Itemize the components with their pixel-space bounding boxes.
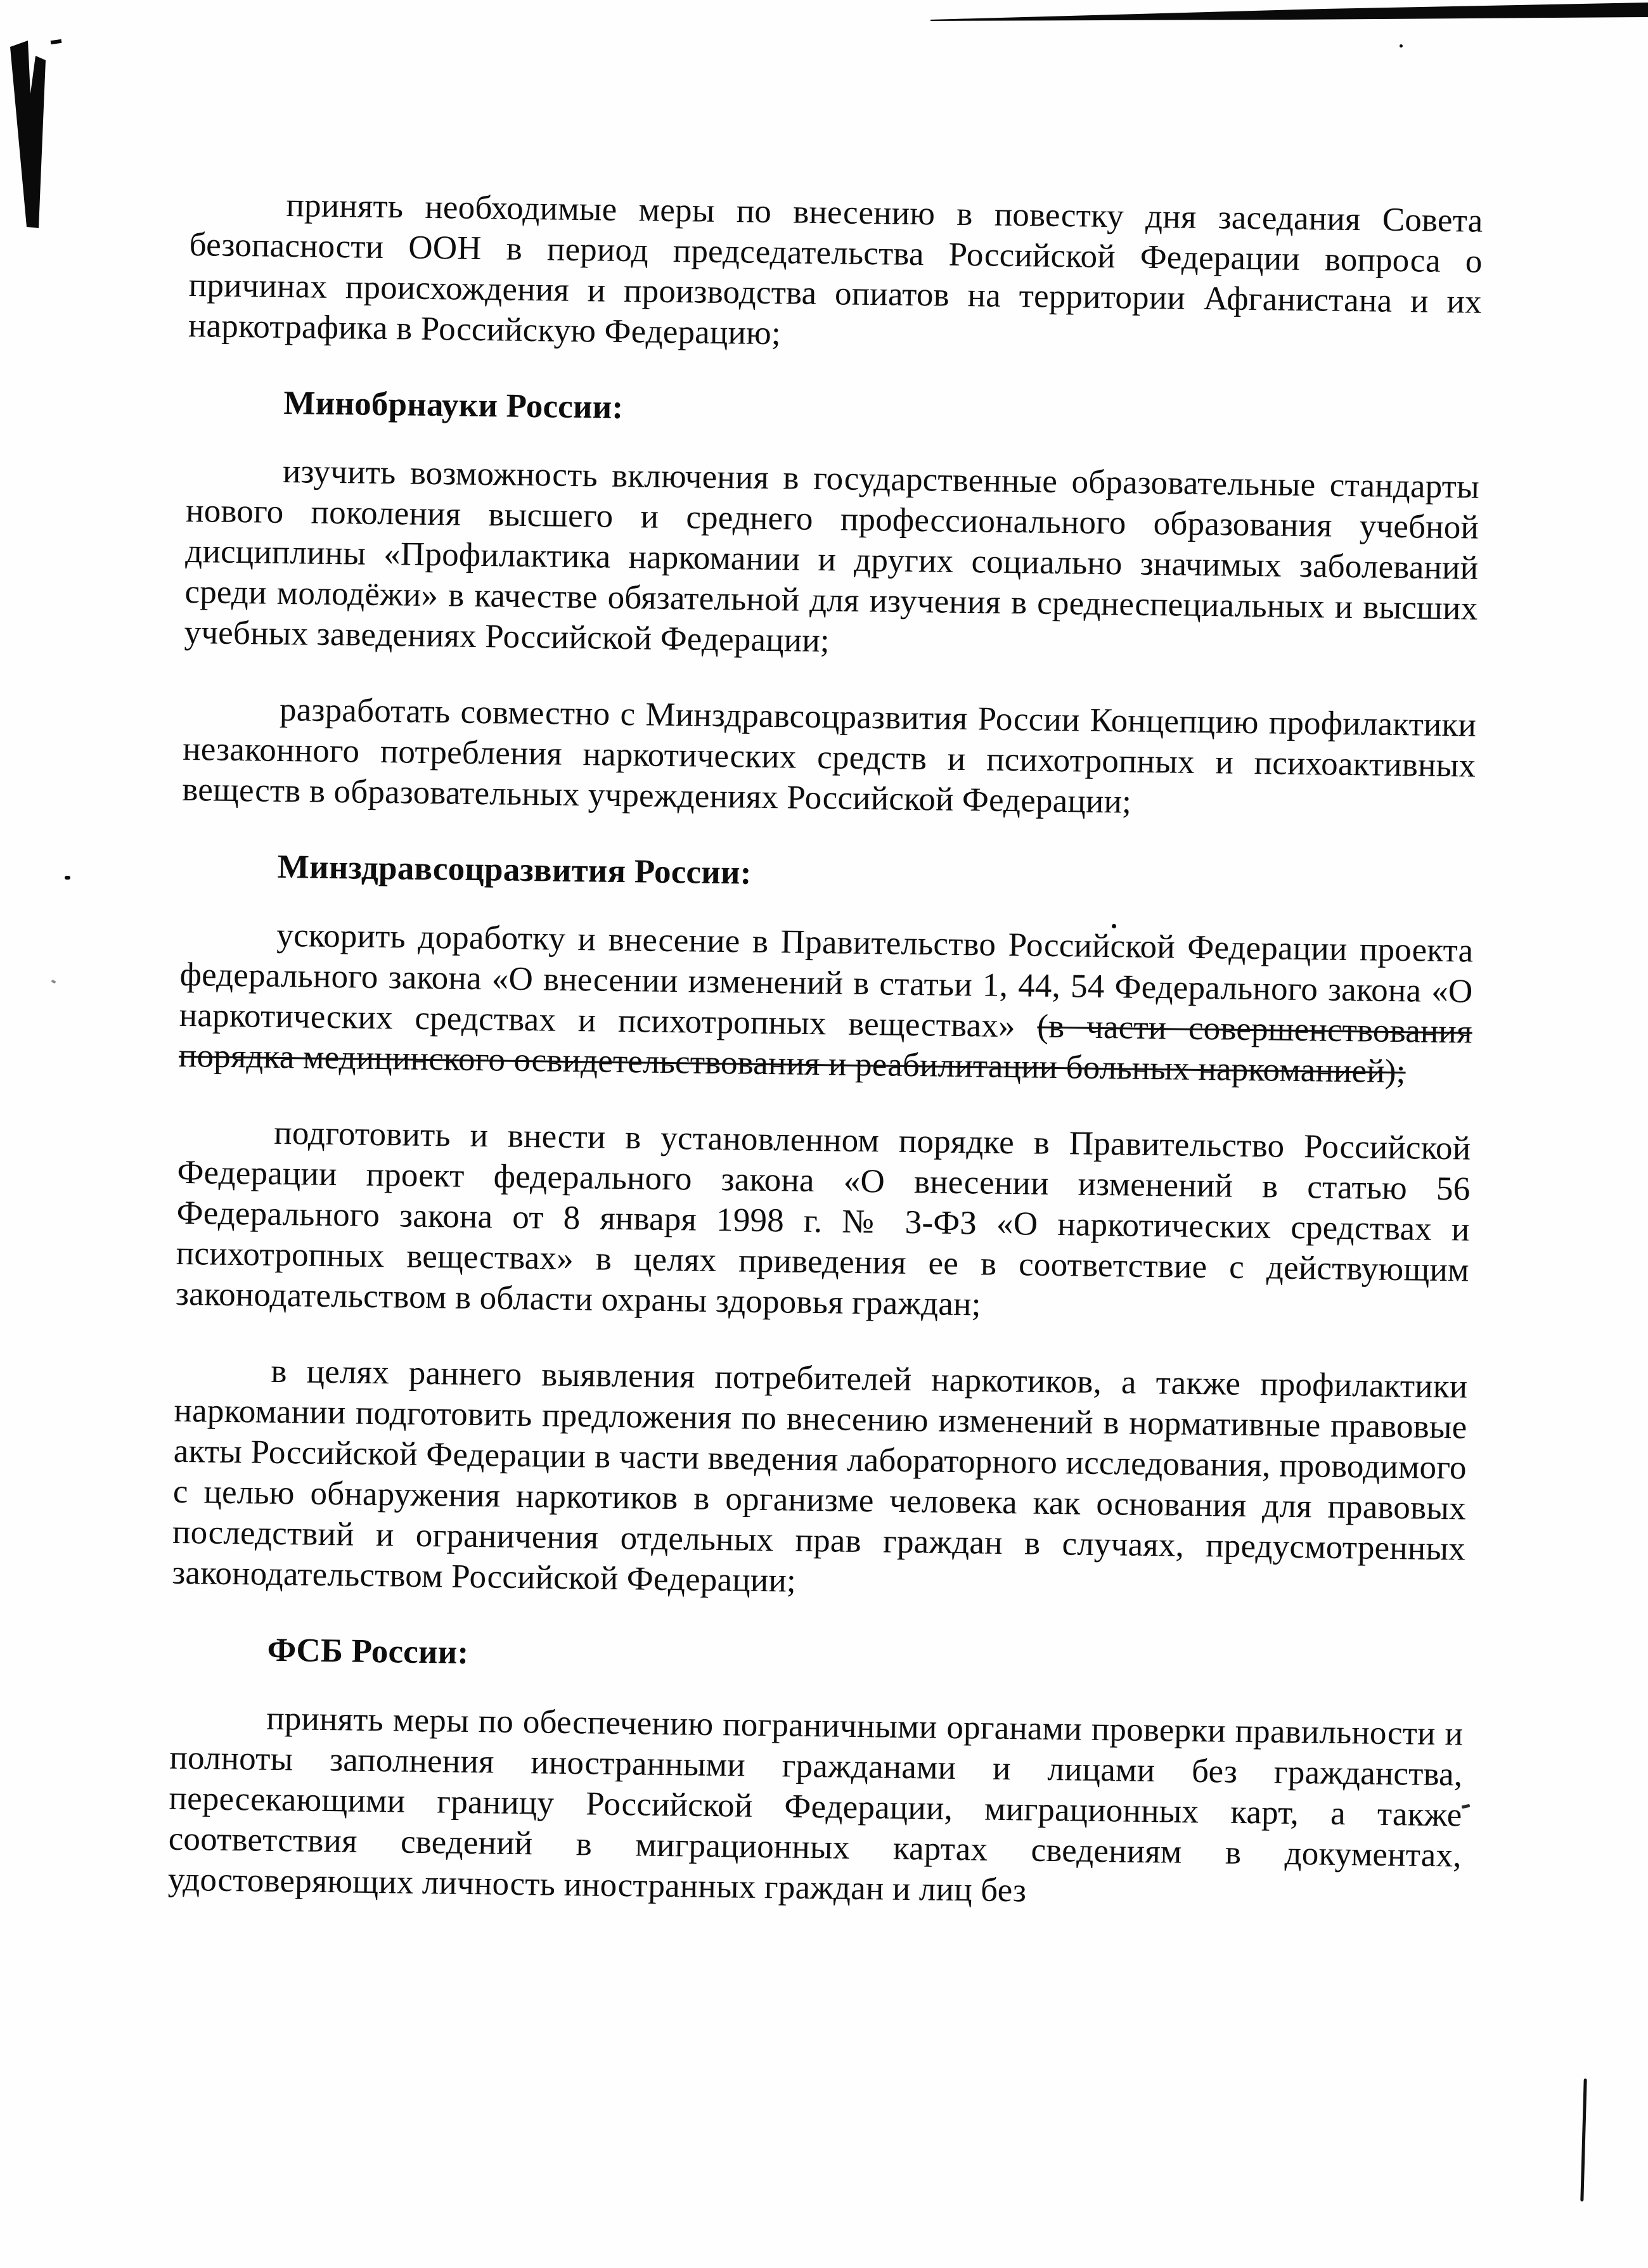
document-text-block (167, 184, 1483, 1952)
paragraph-prevention-concept: разработать совместно с Минздравсоцразвития России Концепцию профилактики незаконного потребления наркотических средств и психотропных и психоактивных веществ в образовательных учреждениях Российской Федерации; (182, 691, 1477, 821)
paragraph-law-draft-struck-text: (в части совершенствования порядка медицинского освидетельствования и реабилитации больных наркоманией); (178, 1008, 1473, 1091)
paragraph-law-draft (179, 914, 1474, 1093)
scan-top-streak-artifact (930, 1, 1648, 24)
paragraph-article-56: подготовить и внести в установленном порядке в Правительство Российской Федерации проект федерального закона «О внесении изменений в статью 56 Федерального закона от 8 января 1998 г. № 3-ФЗ «О наркотических средствах и психотропных веществах» в целях приведения ее в соответствие с действующим законодательством в области охраны здоровья граждан; (175, 1114, 1471, 1323)
scan-edge-line-artifact (1580, 2079, 1587, 2201)
paragraph-law-draft-text: ускорить доработку и внесение в Правительство Российской Федерации проекта федерального закона «О внесении изменений в статьи 1, 44, 54 Федерального закона «О наркотических средствах и психотропных веществах» (179, 916, 1474, 1045)
paragraph-education-standards: изучить возможность включения в государственные образовательные стандарты нового поколения высшего и среднего профессионального образования учебной дисциплины «Профилактика наркомании и других социально значимых заболеваний среди молодёжи» в качестве обязательной для изучения в среднеспециальных и высших учебных заведениях Российской Федерации; (184, 452, 1480, 660)
scan-dash-artifact (51, 39, 62, 44)
paragraph-lab-testing: в целях раннего выявления потребителей наркотиков, а также профилактики наркомании подготовить предложения по внесению изменений в нормативные правовые акты Российской Федерации в части введения лабораторного исследования, проводимого с целью обнаружения наркотиков в организме человека как основания для правовых последствий и ограничения отдельных прав граждан в случаях, предусмотренных законодательством Российской Федерации; (171, 1352, 1468, 1599)
scan-corner-wedge-artifact (9, 39, 53, 229)
paragraph-unsc-measures: принять необходимые меры по внесению в повестку дня заседания Совета безопасности ООН в период председательства Российской Федерации вопроса о причинах происхождения и производства опиатов на территории Афганистана и их наркотрафика в Российскую Федерацию; (188, 186, 1483, 352)
scan-speck (1400, 44, 1403, 48)
scan-speck (51, 980, 56, 984)
section-heading-minzdrav: Минздравсоцразвития России: (277, 848, 752, 892)
section-heading-minobrnauki: Минобрнауки России: (283, 384, 624, 426)
scan-speck (1462, 1804, 1471, 1809)
scan-speck (65, 876, 70, 880)
section-heading-fsb: ФСБ России: (267, 1631, 469, 1671)
paragraph-border-control: принять меры по обеспечению пограничными органами проверки правильности и полноты заполнения иностранными гражданами и лицами без гражданства, пересекающими границу Российской Федерации, миграционных карт, а также соответствия сведений в миграционных картах сведениям в документах, удостоверяющих личность иностранных граждан и лиц без (167, 1700, 1464, 1909)
